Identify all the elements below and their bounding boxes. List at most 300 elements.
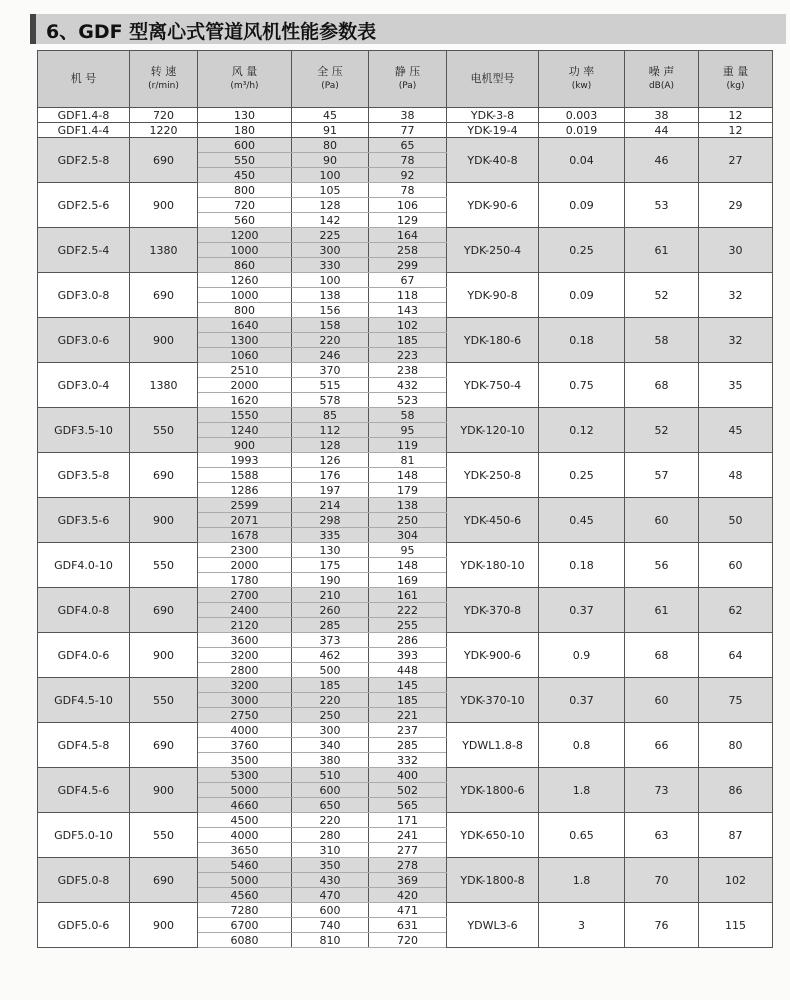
static-pressure-cell: 161 [369, 588, 447, 603]
airflow-cell: 1620 [198, 393, 292, 408]
column-header [292, 51, 369, 108]
static-pressure-cell: 523 [369, 393, 447, 408]
noise-cell: 53 [625, 183, 699, 228]
noise-cell: 58 [625, 318, 699, 363]
noise-cell: 68 [625, 363, 699, 408]
noise-cell: 56 [625, 543, 699, 588]
airflow-cell: 860 [198, 258, 292, 273]
static-pressure-cell: 720 [369, 933, 447, 948]
speed-cell: 900 [130, 183, 198, 228]
speed-cell: 900 [130, 318, 198, 363]
power-cell: 0.8 [539, 723, 625, 768]
static-pressure-cell: 241 [369, 828, 447, 843]
power-cell: 0.65 [539, 813, 625, 858]
power-cell: 0.04 [539, 138, 625, 183]
speed-cell: 900 [130, 498, 198, 543]
column-header [447, 51, 539, 108]
airflow-cell: 3600 [198, 633, 292, 648]
airflow-cell: 6700 [198, 918, 292, 933]
speed-cell: 900 [130, 768, 198, 813]
model-cell: GDF4.5-10 [38, 678, 130, 723]
table-row [38, 228, 773, 243]
weight-cell: 64 [699, 633, 773, 678]
model-cell: GDF3.0-4 [38, 363, 130, 408]
total-pressure-cell: 285 [292, 618, 369, 633]
motor-model-cell: YDK-180-6 [447, 318, 539, 363]
airflow-cell: 3000 [198, 693, 292, 708]
power-cell: 3 [539, 903, 625, 948]
noise-cell: 66 [625, 723, 699, 768]
table-row [38, 123, 773, 138]
airflow-cell: 2400 [198, 603, 292, 618]
total-pressure-cell: 175 [292, 558, 369, 573]
noise-cell: 63 [625, 813, 699, 858]
static-pressure-cell: 369 [369, 873, 447, 888]
noise-cell: 57 [625, 453, 699, 498]
static-pressure-cell: 95 [369, 423, 447, 438]
total-pressure-cell: 260 [292, 603, 369, 618]
column-header-name: 转 速 [150, 65, 177, 78]
total-pressure-cell: 300 [292, 723, 369, 738]
speed-cell: 550 [130, 543, 198, 588]
table-row [38, 678, 773, 693]
noise-cell: 70 [625, 858, 699, 903]
table-row [38, 813, 773, 828]
model-cell: GDF3.5-10 [38, 408, 130, 453]
noise-cell: 68 [625, 633, 699, 678]
total-pressure-cell: 250 [292, 708, 369, 723]
airflow-cell: 5460 [198, 858, 292, 873]
power-cell: 0.37 [539, 678, 625, 723]
static-pressure-cell: 148 [369, 468, 447, 483]
airflow-cell: 2750 [198, 708, 292, 723]
model-cell: GDF2.5-8 [38, 138, 130, 183]
airflow-cell: 1060 [198, 348, 292, 363]
model-cell: GDF5.0-6 [38, 903, 130, 948]
motor-model-cell: YDK-1800-8 [447, 858, 539, 903]
motor-model-cell: YDK-900-6 [447, 633, 539, 678]
motor-model-cell: YDK-250-8 [447, 453, 539, 498]
static-pressure-cell: 304 [369, 528, 447, 543]
static-pressure-cell: 277 [369, 843, 447, 858]
power-cell: 0.18 [539, 318, 625, 363]
airflow-cell: 2120 [198, 618, 292, 633]
total-pressure-cell: 578 [292, 393, 369, 408]
total-pressure-cell: 600 [292, 903, 369, 918]
speed-cell: 1380 [130, 363, 198, 408]
total-pressure-cell: 510 [292, 768, 369, 783]
speed-cell: 690 [130, 453, 198, 498]
total-pressure-cell: 470 [292, 888, 369, 903]
power-cell: 1.8 [539, 768, 625, 813]
model-cell: GDF4.5-6 [38, 768, 130, 813]
motor-model-cell: YDK-250-4 [447, 228, 539, 273]
weight-cell: 30 [699, 228, 773, 273]
noise-cell: 52 [625, 273, 699, 318]
model-cell: GDF1.4-8 [38, 108, 130, 123]
table-row [38, 138, 773, 153]
static-pressure-cell: 143 [369, 303, 447, 318]
airflow-cell: 1993 [198, 453, 292, 468]
static-pressure-cell: 138 [369, 498, 447, 513]
total-pressure-cell: 350 [292, 858, 369, 873]
airflow-cell: 450 [198, 168, 292, 183]
weight-cell: 87 [699, 813, 773, 858]
airflow-cell: 1300 [198, 333, 292, 348]
noise-cell: 61 [625, 588, 699, 633]
column-header [38, 51, 130, 108]
static-pressure-cell: 631 [369, 918, 447, 933]
airflow-cell: 550 [198, 153, 292, 168]
static-pressure-cell: 78 [369, 153, 447, 168]
total-pressure-cell: 650 [292, 798, 369, 813]
power-cell: 0.25 [539, 228, 625, 273]
weight-cell: 12 [699, 123, 773, 138]
static-pressure-cell: 185 [369, 693, 447, 708]
table-row [38, 543, 773, 558]
static-pressure-cell: 222 [369, 603, 447, 618]
model-cell: GDF1.4-4 [38, 123, 130, 138]
column-header-unit: (m³/h) [230, 81, 259, 91]
airflow-cell: 1260 [198, 273, 292, 288]
total-pressure-cell: 100 [292, 168, 369, 183]
column-header-unit: (kg) [726, 81, 745, 91]
total-pressure-cell: 298 [292, 513, 369, 528]
weight-cell: 32 [699, 273, 773, 318]
model-cell: GDF5.0-10 [38, 813, 130, 858]
table-row [38, 723, 773, 738]
table-row [38, 903, 773, 918]
speed-cell: 550 [130, 678, 198, 723]
weight-cell: 12 [699, 108, 773, 123]
total-pressure-cell: 176 [292, 468, 369, 483]
motor-model-cell: YDK-450-6 [447, 498, 539, 543]
motor-model-cell: YDK-90-8 [447, 273, 539, 318]
weight-cell: 27 [699, 138, 773, 183]
airflow-cell: 1286 [198, 483, 292, 498]
static-pressure-cell: 185 [369, 333, 447, 348]
speed-cell: 550 [130, 813, 198, 858]
airflow-cell: 3650 [198, 843, 292, 858]
total-pressure-cell: 340 [292, 738, 369, 753]
table-row [38, 633, 773, 648]
title-bar [30, 14, 786, 44]
weight-cell: 45 [699, 408, 773, 453]
static-pressure-cell: 255 [369, 618, 447, 633]
total-pressure-cell: 130 [292, 543, 369, 558]
speed-cell: 1380 [130, 228, 198, 273]
static-pressure-cell: 145 [369, 678, 447, 693]
static-pressure-cell: 102 [369, 318, 447, 333]
total-pressure-cell: 220 [292, 813, 369, 828]
airflow-cell: 2000 [198, 558, 292, 573]
static-pressure-cell: 420 [369, 888, 447, 903]
speed-cell: 900 [130, 633, 198, 678]
total-pressure-cell: 126 [292, 453, 369, 468]
total-pressure-cell: 156 [292, 303, 369, 318]
noise-cell: 46 [625, 138, 699, 183]
airflow-cell: 600 [198, 138, 292, 153]
airflow-cell: 800 [198, 303, 292, 318]
total-pressure-cell: 246 [292, 348, 369, 363]
power-cell: 0.019 [539, 123, 625, 138]
column-header [539, 51, 625, 108]
table-row [38, 453, 773, 468]
motor-model-cell: YDK-180-10 [447, 543, 539, 588]
model-cell: GDF4.0-6 [38, 633, 130, 678]
power-cell: 0.9 [539, 633, 625, 678]
weight-cell: 50 [699, 498, 773, 543]
airflow-cell: 4500 [198, 813, 292, 828]
model-cell: GDF2.5-6 [38, 183, 130, 228]
static-pressure-cell: 95 [369, 543, 447, 558]
power-cell: 0.003 [539, 108, 625, 123]
power-cell: 0.12 [539, 408, 625, 453]
noise-cell: 76 [625, 903, 699, 948]
static-pressure-cell: 332 [369, 753, 447, 768]
airflow-cell: 1780 [198, 573, 292, 588]
weight-cell: 102 [699, 858, 773, 903]
column-header-unit: (kw) [571, 81, 592, 91]
airflow-cell: 2800 [198, 663, 292, 678]
column-header [369, 51, 447, 108]
airflow-cell: 2000 [198, 378, 292, 393]
power-cell: 0.18 [539, 543, 625, 588]
power-cell: 1.8 [539, 858, 625, 903]
total-pressure-cell: 335 [292, 528, 369, 543]
column-header [625, 51, 699, 108]
static-pressure-cell: 77 [369, 123, 447, 138]
model-cell: GDF5.0-8 [38, 858, 130, 903]
weight-cell: 62 [699, 588, 773, 633]
static-pressure-cell: 118 [369, 288, 447, 303]
total-pressure-cell: 600 [292, 783, 369, 798]
column-header-unit: (Pa) [321, 81, 339, 91]
column-header [130, 51, 198, 108]
power-cell: 0.25 [539, 453, 625, 498]
static-pressure-cell: 169 [369, 573, 447, 588]
airflow-cell: 1678 [198, 528, 292, 543]
noise-cell: 38 [625, 108, 699, 123]
table-row [38, 408, 773, 423]
airflow-cell: 5000 [198, 873, 292, 888]
total-pressure-cell: 370 [292, 363, 369, 378]
total-pressure-cell: 85 [292, 408, 369, 423]
airflow-cell: 4560 [198, 888, 292, 903]
total-pressure-cell: 310 [292, 843, 369, 858]
total-pressure-cell: 197 [292, 483, 369, 498]
total-pressure-cell: 128 [292, 198, 369, 213]
airflow-cell: 1000 [198, 288, 292, 303]
static-pressure-cell: 148 [369, 558, 447, 573]
speed-cell: 550 [130, 408, 198, 453]
airflow-cell: 130 [198, 108, 292, 123]
model-cell: GDF3.0-8 [38, 273, 130, 318]
total-pressure-cell: 220 [292, 693, 369, 708]
motor-model-cell: YDK-650-10 [447, 813, 539, 858]
total-pressure-cell: 80 [292, 138, 369, 153]
static-pressure-cell: 67 [369, 273, 447, 288]
airflow-cell: 1550 [198, 408, 292, 423]
airflow-cell: 800 [198, 183, 292, 198]
static-pressure-cell: 285 [369, 738, 447, 753]
airflow-cell: 1200 [198, 228, 292, 243]
static-pressure-cell: 92 [369, 168, 447, 183]
airflow-cell: 6080 [198, 933, 292, 948]
motor-model-cell: YDK-370-8 [447, 588, 539, 633]
static-pressure-cell: 400 [369, 768, 447, 783]
weight-cell: 48 [699, 453, 773, 498]
airflow-cell: 720 [198, 198, 292, 213]
total-pressure-cell: 190 [292, 573, 369, 588]
motor-model-cell: YDWL3-6 [447, 903, 539, 948]
static-pressure-cell: 502 [369, 783, 447, 798]
total-pressure-cell: 300 [292, 243, 369, 258]
motor-model-cell: YDK-40-8 [447, 138, 539, 183]
airflow-cell: 2300 [198, 543, 292, 558]
model-cell: GDF3.5-8 [38, 453, 130, 498]
static-pressure-cell: 81 [369, 453, 447, 468]
static-pressure-cell: 223 [369, 348, 447, 363]
weight-cell: 29 [699, 183, 773, 228]
performance-table [37, 50, 773, 948]
airflow-cell: 1640 [198, 318, 292, 333]
airflow-cell: 180 [198, 123, 292, 138]
total-pressure-cell: 138 [292, 288, 369, 303]
total-pressure-cell: 462 [292, 648, 369, 663]
table-row [38, 858, 773, 873]
total-pressure-cell: 515 [292, 378, 369, 393]
total-pressure-cell: 373 [292, 633, 369, 648]
power-cell: 0.45 [539, 498, 625, 543]
column-header-name: 全 压 [317, 65, 343, 78]
noise-cell: 60 [625, 498, 699, 543]
airflow-cell: 3200 [198, 678, 292, 693]
airflow-cell: 3200 [198, 648, 292, 663]
airflow-cell: 4000 [198, 723, 292, 738]
total-pressure-cell: 45 [292, 108, 369, 123]
static-pressure-cell: 250 [369, 513, 447, 528]
total-pressure-cell: 330 [292, 258, 369, 273]
static-pressure-cell: 164 [369, 228, 447, 243]
total-pressure-cell: 430 [292, 873, 369, 888]
column-header-name: 机 号 [70, 72, 97, 85]
static-pressure-cell: 65 [369, 138, 447, 153]
total-pressure-cell: 90 [292, 153, 369, 168]
table-row [38, 108, 773, 123]
noise-cell: 44 [625, 123, 699, 138]
static-pressure-cell: 448 [369, 663, 447, 678]
total-pressure-cell: 100 [292, 273, 369, 288]
total-pressure-cell: 380 [292, 753, 369, 768]
airflow-cell: 1000 [198, 243, 292, 258]
airflow-cell: 4000 [198, 828, 292, 843]
static-pressure-cell: 58 [369, 408, 447, 423]
static-pressure-cell: 38 [369, 108, 447, 123]
total-pressure-cell: 740 [292, 918, 369, 933]
table-row [38, 768, 773, 783]
static-pressure-cell: 238 [369, 363, 447, 378]
static-pressure-cell: 393 [369, 648, 447, 663]
static-pressure-cell: 258 [369, 243, 447, 258]
table-row [38, 498, 773, 513]
speed-cell: 690 [130, 858, 198, 903]
motor-model-cell: YDK-1800-6 [447, 768, 539, 813]
speed-cell: 900 [130, 903, 198, 948]
noise-cell: 73 [625, 768, 699, 813]
motor-model-cell: YDK-750-4 [447, 363, 539, 408]
column-header [699, 51, 773, 108]
airflow-cell: 560 [198, 213, 292, 228]
power-cell: 0.09 [539, 183, 625, 228]
weight-cell: 75 [699, 678, 773, 723]
column-header-name: 静 压 [394, 65, 421, 78]
noise-cell: 60 [625, 678, 699, 723]
column-header-name: 重 量 [722, 65, 749, 78]
column-header-name: 电机型号 [470, 72, 515, 85]
airflow-cell: 2599 [198, 498, 292, 513]
static-pressure-cell: 299 [369, 258, 447, 273]
table-row [38, 273, 773, 288]
airflow-cell: 7280 [198, 903, 292, 918]
speed-cell: 720 [130, 108, 198, 123]
total-pressure-cell: 220 [292, 333, 369, 348]
weight-cell: 35 [699, 363, 773, 408]
static-pressure-cell: 237 [369, 723, 447, 738]
static-pressure-cell: 78 [369, 183, 447, 198]
static-pressure-cell: 106 [369, 198, 447, 213]
table-row [38, 183, 773, 198]
static-pressure-cell: 471 [369, 903, 447, 918]
total-pressure-cell: 210 [292, 588, 369, 603]
static-pressure-cell: 129 [369, 213, 447, 228]
total-pressure-cell: 105 [292, 183, 369, 198]
column-header-unit: dB(A) [648, 81, 675, 91]
static-pressure-cell: 119 [369, 438, 447, 453]
total-pressure-cell: 142 [292, 213, 369, 228]
airflow-cell: 2700 [198, 588, 292, 603]
airflow-cell: 900 [198, 438, 292, 453]
airflow-cell: 3500 [198, 753, 292, 768]
total-pressure-cell: 225 [292, 228, 369, 243]
total-pressure-cell: 214 [292, 498, 369, 513]
model-cell: GDF3.0-6 [38, 318, 130, 363]
static-pressure-cell: 221 [369, 708, 447, 723]
table-row [38, 363, 773, 378]
noise-cell: 61 [625, 228, 699, 273]
total-pressure-cell: 810 [292, 933, 369, 948]
speed-cell: 690 [130, 723, 198, 768]
header-row [38, 51, 773, 108]
total-pressure-cell: 158 [292, 318, 369, 333]
speed-cell: 690 [130, 273, 198, 318]
static-pressure-cell: 432 [369, 378, 447, 393]
static-pressure-cell: 278 [369, 858, 447, 873]
total-pressure-cell: 112 [292, 423, 369, 438]
model-cell: GDF4.0-8 [38, 588, 130, 633]
total-pressure-cell: 128 [292, 438, 369, 453]
airflow-cell: 3760 [198, 738, 292, 753]
motor-model-cell: YDWL1.8-8 [447, 723, 539, 768]
page-title: 6、GDF 型离心式管道风机性能参数表 [46, 21, 377, 43]
total-pressure-cell: 500 [292, 663, 369, 678]
weight-cell: 60 [699, 543, 773, 588]
motor-model-cell: YDK-120-10 [447, 408, 539, 453]
model-cell: GDF2.5-4 [38, 228, 130, 273]
table-row [38, 588, 773, 603]
airflow-cell: 5000 [198, 783, 292, 798]
static-pressure-cell: 565 [369, 798, 447, 813]
